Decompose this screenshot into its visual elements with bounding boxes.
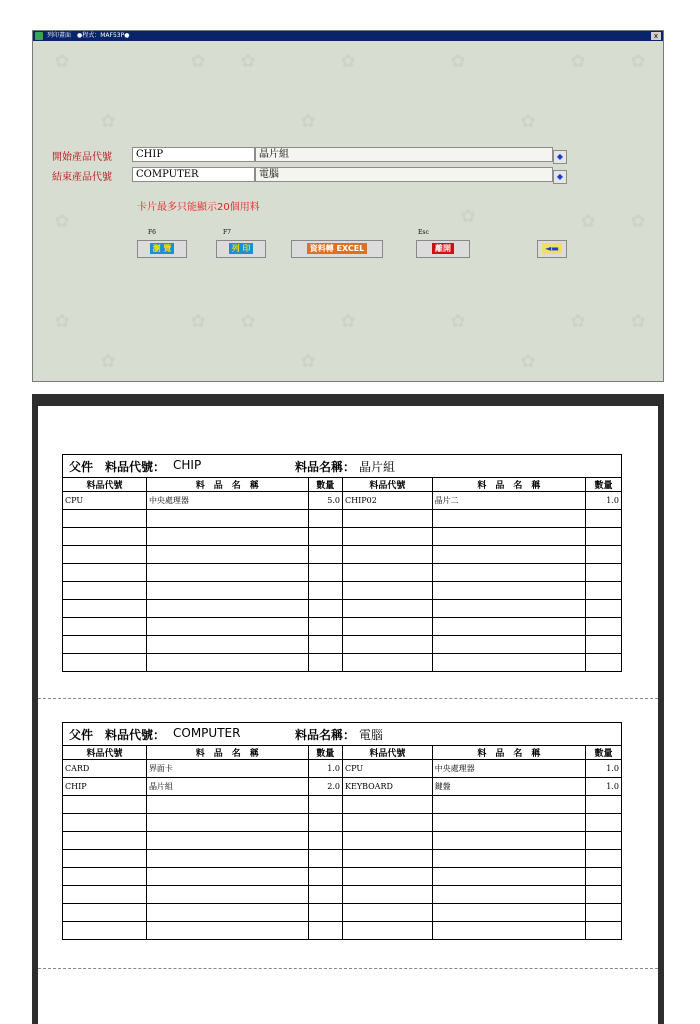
component-name-cell (432, 922, 585, 940)
parent-code-label: 料品代號： (105, 460, 166, 474)
component-qty-cell (586, 546, 622, 564)
component-code-cell (63, 832, 146, 850)
col-header-qty: 數量 (586, 478, 622, 492)
esc-key-hint: Esc (418, 229, 429, 236)
component-code-cell (343, 600, 433, 618)
component-name-cell (432, 868, 585, 886)
component-qty-cell (586, 618, 622, 636)
component-qty-cell (308, 546, 342, 564)
parent-code-value: CHIP (173, 458, 202, 472)
component-code-cell (343, 922, 433, 940)
component-name-cell (146, 528, 308, 546)
table-row (63, 922, 621, 940)
table-row (63, 636, 621, 654)
parent-label: 父件 (69, 460, 94, 474)
component-name-cell (432, 850, 585, 868)
component-name-cell (146, 546, 308, 564)
table-row (63, 600, 621, 618)
component-code-cell (63, 636, 146, 654)
component-name-cell: 晶片組 (146, 778, 308, 796)
component-code-cell (343, 904, 433, 922)
parent-code-value: COMPUTER (173, 726, 241, 740)
table-row (63, 904, 621, 922)
watermark-glyph: ✿ (520, 351, 536, 372)
col-header-qty: 數量 (586, 746, 622, 760)
f7-key-hint: F7 (223, 229, 231, 236)
component-qty-cell (308, 886, 342, 904)
export-excel-label: 資料轉 EXCEL (307, 243, 368, 254)
back-button[interactable] (537, 240, 567, 258)
component-qty-cell (586, 564, 622, 582)
start-dropdown-icon[interactable]: ◆ (553, 150, 567, 164)
watermark-glyph: ✿ (54, 51, 70, 72)
print-button[interactable] (216, 240, 266, 258)
page-divider (38, 968, 658, 969)
component-code-cell (343, 814, 433, 832)
component-name-cell: 中央處理器 (146, 492, 308, 510)
watermark-glyph: ✿ (630, 211, 646, 232)
table-row (63, 582, 621, 600)
report-page (38, 406, 658, 1024)
col-header-code: 料品代號 (63, 746, 146, 760)
component-qty-cell (308, 582, 342, 600)
component-code-cell (63, 814, 146, 832)
component-qty-cell (586, 796, 622, 814)
component-name-cell (432, 600, 585, 618)
watermark-glyph: ✿ (460, 206, 476, 227)
component-code-cell: CPU (343, 760, 433, 778)
component-name-cell (432, 546, 585, 564)
component-qty-cell (586, 510, 622, 528)
component-name-cell (432, 582, 585, 600)
component-name-cell (432, 904, 585, 922)
component-code-cell (63, 528, 146, 546)
page-divider (38, 698, 658, 699)
component-code-cell (343, 796, 433, 814)
component-name-cell (432, 886, 585, 904)
component-code-cell: KEYBOARD (343, 778, 433, 796)
parent-name-value: 晶片組 (359, 460, 396, 474)
component-code-cell (63, 886, 146, 904)
component-qty-cell (586, 904, 622, 922)
component-code-cell (343, 564, 433, 582)
component-name-cell (146, 832, 308, 850)
component-qty-cell: 2.0 (308, 778, 342, 796)
component-qty-cell (308, 904, 342, 922)
report-preview (32, 394, 664, 1024)
component-name-cell (432, 618, 585, 636)
component-name-cell (146, 564, 308, 582)
table-header-row (63, 478, 621, 492)
component-code-cell (343, 868, 433, 886)
col-header-code: 料品代號 (63, 478, 146, 492)
watermark-glyph: ✿ (340, 311, 356, 332)
parent-code-label: 料品代號： (105, 728, 166, 742)
bom-table (63, 746, 621, 939)
component-name-cell (146, 796, 308, 814)
watermark-glyph: ✿ (630, 311, 646, 332)
end-name-field: 電腦 (255, 167, 553, 182)
component-code-cell: CHIP (63, 778, 146, 796)
table-row (63, 618, 621, 636)
component-qty-cell: 5.0 (308, 492, 342, 510)
component-qty-cell (308, 564, 342, 582)
app-icon (35, 32, 43, 40)
component-qty-cell (308, 832, 342, 850)
component-qty-cell (308, 796, 342, 814)
component-name-cell (146, 904, 308, 922)
component-qty-cell (586, 528, 622, 546)
table-row (63, 796, 621, 814)
component-qty-cell: 1.0 (586, 778, 622, 796)
close-button[interactable]: x (651, 32, 661, 40)
component-name-cell (146, 582, 308, 600)
watermark-glyph: ✿ (580, 211, 596, 232)
component-code-cell (63, 600, 146, 618)
component-code-cell (343, 850, 433, 868)
component-qty-cell (308, 868, 342, 886)
component-code-cell (343, 832, 433, 850)
component-name-cell: 晶片二 (432, 492, 585, 510)
component-code-cell (343, 654, 433, 672)
watermark-glyph: ✿ (54, 311, 70, 332)
component-qty-cell (308, 922, 342, 940)
component-name-cell (146, 886, 308, 904)
component-code-cell (63, 796, 146, 814)
component-name-cell (146, 618, 308, 636)
component-name-cell (432, 814, 585, 832)
component-code-cell: CARD (63, 760, 146, 778)
table-row (63, 814, 621, 832)
component-name-cell (432, 636, 585, 654)
component-qty-cell (586, 922, 622, 940)
title-bar[interactable] (33, 31, 663, 41)
table-row (63, 564, 621, 582)
component-code-cell (343, 546, 433, 564)
component-code-cell: CHIP02 (343, 492, 433, 510)
parent-name-label: 料品名稱： (295, 728, 356, 742)
col-header-qty: 數量 (308, 478, 342, 492)
browse-button-label: 瀏 覽 (150, 243, 175, 254)
col-header-name: 料 品 名 稱 (432, 746, 585, 760)
col-header-name: 料 品 名 稱 (432, 478, 585, 492)
component-qty-cell (586, 582, 622, 600)
component-qty-cell (586, 868, 622, 886)
component-qty-cell (586, 814, 622, 832)
component-name-cell: 鍵盤 (432, 778, 585, 796)
component-code-cell (63, 510, 146, 528)
watermark-glyph: ✿ (100, 111, 116, 132)
watermark-glyph: ✿ (300, 351, 316, 372)
component-name-cell (146, 814, 308, 832)
component-name-cell (432, 510, 585, 528)
component-qty-cell (586, 832, 622, 850)
table-row (63, 868, 621, 886)
print-dialog-window (32, 30, 664, 382)
table-row (63, 832, 621, 850)
component-qty-cell (308, 600, 342, 618)
parent-name-label: 料品名稱： (295, 460, 356, 474)
watermark-glyph: ✿ (100, 351, 116, 372)
card-limit-note: 卡片最多只能顯示20個用料 (137, 202, 260, 213)
component-qty-cell (308, 654, 342, 672)
watermark-glyph: ✿ (450, 311, 466, 332)
component-name-cell (146, 850, 308, 868)
component-code-cell (63, 654, 146, 672)
table-row (63, 654, 621, 672)
parent-name-value: 電腦 (359, 728, 384, 742)
component-code-cell (63, 564, 146, 582)
component-code-cell (343, 636, 433, 654)
component-name-cell (146, 636, 308, 654)
component-code-cell (63, 922, 146, 940)
component-qty-cell (586, 636, 622, 654)
watermark-glyph: ✿ (190, 311, 206, 332)
component-name-cell (146, 922, 308, 940)
component-qty-cell: 1.0 (586, 760, 622, 778)
component-code-cell (63, 850, 146, 868)
watermark-glyph: ✿ (570, 51, 586, 72)
watermark-glyph: ✿ (340, 51, 356, 72)
col-header-name: 料 品 名 稱 (146, 478, 308, 492)
component-qty-cell (586, 850, 622, 868)
col-header-qty: 數量 (308, 746, 342, 760)
col-header-code: 料品代號 (343, 746, 433, 760)
window-title: 列印畫面 ●程式：MAF53P● (47, 32, 130, 39)
bom-section (62, 722, 622, 940)
component-code-cell (343, 582, 433, 600)
back-arrow-icon: ◄▬ (542, 243, 562, 254)
component-qty-cell: 1.0 (586, 492, 622, 510)
component-code-cell: CPU (63, 492, 146, 510)
table-row (63, 492, 621, 510)
table-row (63, 778, 621, 796)
end-code-input[interactable]: COMPUTER (132, 167, 255, 182)
watermark-glyph: ✿ (300, 111, 316, 132)
component-qty-cell (308, 636, 342, 654)
component-name-cell (146, 654, 308, 672)
component-name-cell (146, 510, 308, 528)
component-name-cell (432, 796, 585, 814)
table-row (63, 886, 621, 904)
component-code-cell (343, 510, 433, 528)
component-qty-cell (308, 618, 342, 636)
table-row (63, 510, 621, 528)
exit-button-label: 離開 (432, 243, 454, 254)
component-name-cell (432, 832, 585, 850)
parent-label: 父件 (69, 728, 94, 742)
component-qty-cell (586, 600, 622, 618)
table-row (63, 546, 621, 564)
component-name-cell (432, 528, 585, 546)
component-qty-cell: 1.0 (308, 760, 342, 778)
end-code-label: 結束產品代號 (52, 172, 112, 183)
component-code-cell (343, 886, 433, 904)
print-button-label: 列 印 (229, 243, 254, 254)
watermark-glyph: ✿ (570, 311, 586, 332)
watermark-glyph: ✿ (240, 311, 256, 332)
start-name-field: 晶片組 (255, 147, 553, 162)
component-code-cell (63, 618, 146, 636)
component-code-cell (63, 904, 146, 922)
table-row (63, 760, 621, 778)
component-code-cell (63, 546, 146, 564)
browse-button[interactable] (137, 240, 187, 258)
component-code-cell (343, 618, 433, 636)
component-name-cell: 中央處理器 (432, 760, 585, 778)
col-header-name: 料 品 名 稱 (146, 746, 308, 760)
component-qty-cell (586, 654, 622, 672)
component-code-cell (63, 582, 146, 600)
table-row (63, 850, 621, 868)
exit-button[interactable] (416, 240, 470, 258)
watermark-glyph: ✿ (240, 51, 256, 72)
watermark-glyph: ✿ (520, 111, 536, 132)
component-qty-cell (308, 510, 342, 528)
component-name-cell (146, 868, 308, 886)
bom-table (63, 478, 621, 671)
watermark-glyph: ✿ (630, 51, 646, 72)
table-row (63, 528, 621, 546)
end-dropdown-icon[interactable]: ◆ (553, 170, 567, 184)
table-header-row (63, 746, 621, 760)
bom-section (62, 454, 622, 672)
component-qty-cell (308, 528, 342, 546)
component-qty-cell (586, 886, 622, 904)
section-header (63, 723, 621, 746)
component-qty-cell (308, 850, 342, 868)
watermark-glyph: ✿ (190, 51, 206, 72)
watermark-glyph: ✿ (54, 211, 70, 232)
component-name-cell (432, 564, 585, 582)
component-name-cell (146, 600, 308, 618)
component-qty-cell (308, 814, 342, 832)
f6-key-hint: F6 (148, 229, 156, 236)
export-excel-button[interactable] (291, 240, 383, 258)
col-header-code: 料品代號 (343, 478, 433, 492)
component-name-cell: 界面卡 (146, 760, 308, 778)
section-header (63, 455, 621, 478)
component-code-cell (343, 528, 433, 546)
start-code-input[interactable]: CHIP (132, 147, 255, 162)
component-name-cell (432, 654, 585, 672)
component-code-cell (63, 868, 146, 886)
start-code-label: 開始產品代號 (52, 152, 112, 163)
watermark-glyph: ✿ (450, 51, 466, 72)
